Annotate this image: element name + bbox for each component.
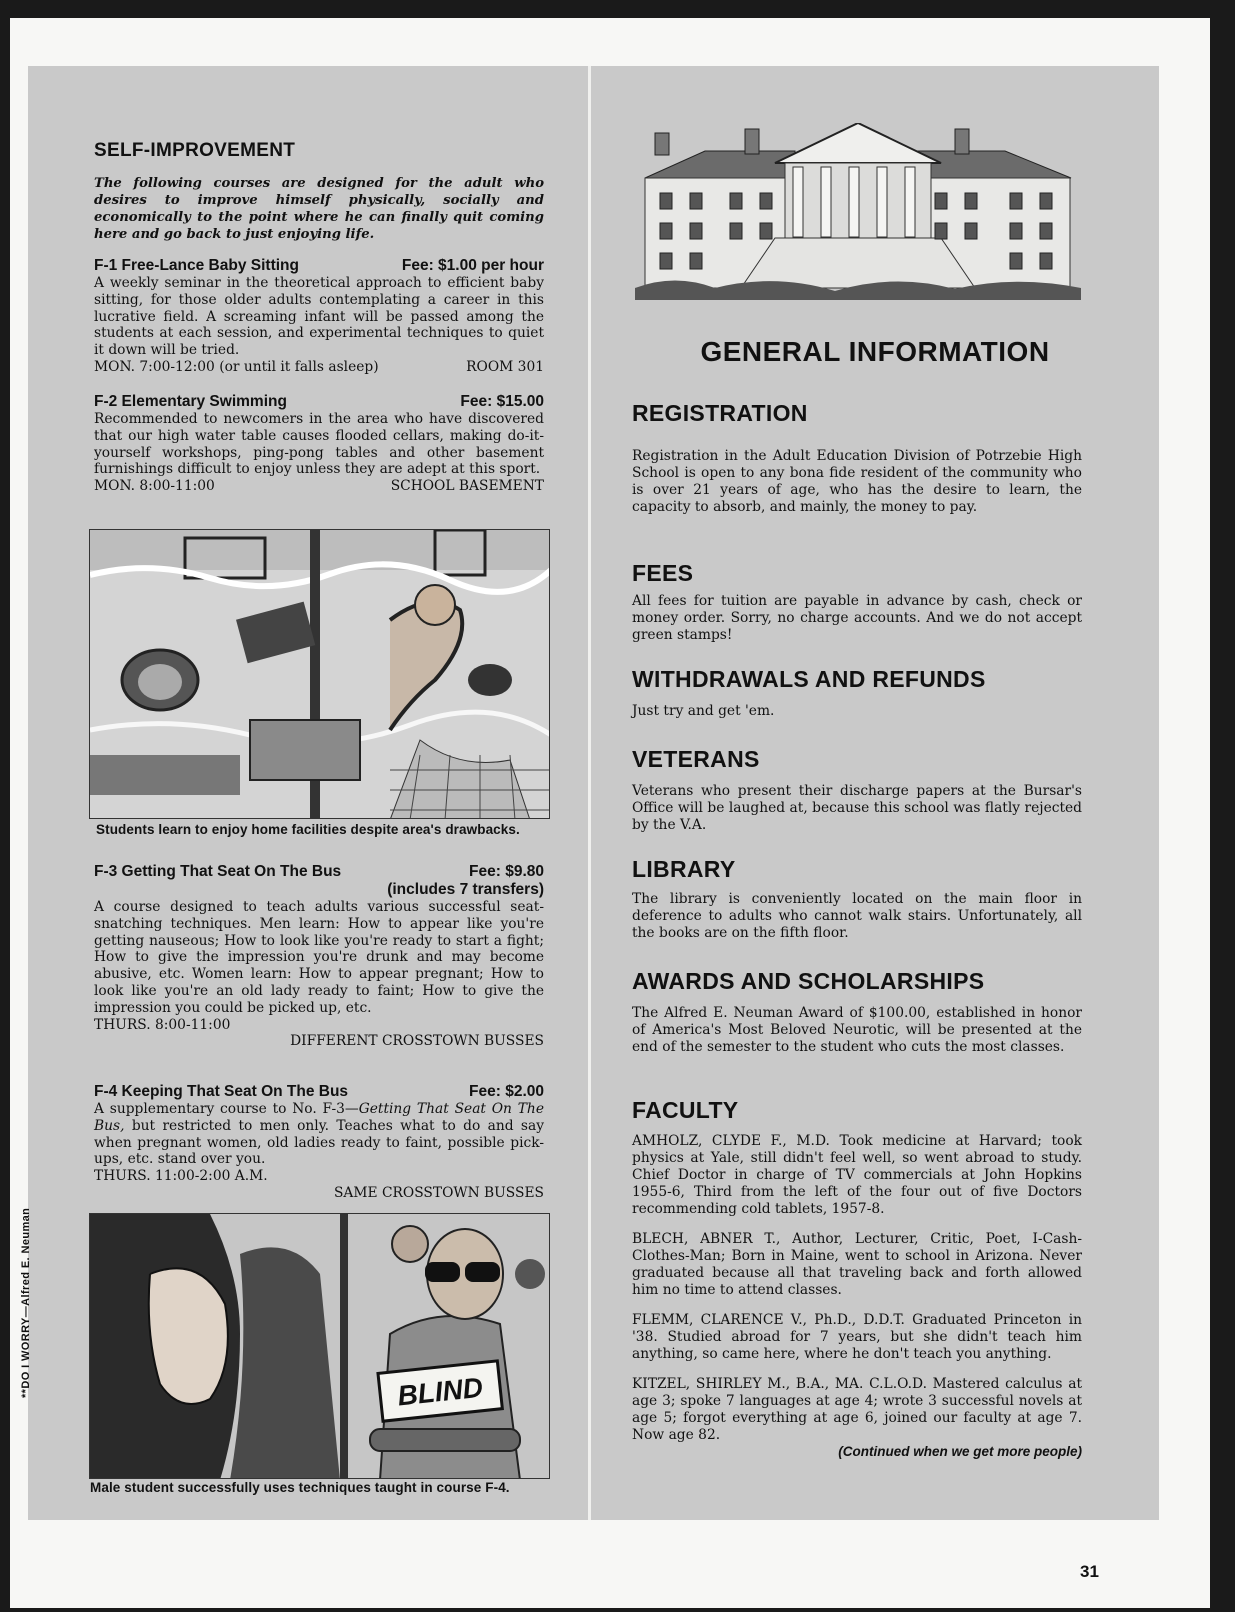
course-body: Recommended to newcomers in the area who have discovered that our high water table causes flooded cellars, making do-it-yourself workshops, ping-pong tables and other basement furnishings difficult to enjoy unless they are adept at this sport.	[94, 411, 544, 478]
veterans-section	[632, 746, 1082, 834]
course-f4	[94, 1082, 544, 1202]
course-title: F-1 Free-Lance Baby Sitting	[94, 257, 299, 274]
registration-section	[632, 400, 1082, 516]
fees-body: All fees for tuition are payable in advance by cash, check or money order. Sorry, no charge accounts. And we do not accept green stamps!	[632, 593, 1082, 643]
fees-heading: FEES	[632, 560, 694, 586]
withdrawals-body: Just try and get 'em.	[632, 703, 775, 719]
page-number: 31	[1080, 1562, 1099, 1581]
awards-body: The Alfred E. Neuman Award of $100.00, established in honor of America's Most Beloved Neurotic, will be presented at the end of the semester to the student who cuts the most classes.	[632, 1005, 1082, 1055]
faculty-heading: FACULTY	[632, 1097, 739, 1123]
blind-sign-text: BLIND	[396, 1371, 485, 1412]
course-fee: Fee: $9.80	[469, 863, 544, 880]
course-time: MON. 7:00-12:00 (or until it falls asleep)	[94, 358, 379, 375]
basement-swimming-illustration	[89, 529, 550, 819]
page-fold	[588, 66, 591, 1520]
awards-heading: AWARDS AND SCHOLARSHIPS	[632, 968, 985, 994]
continued-note: (Continued when we get more people)	[838, 1444, 1082, 1459]
course-place: ROOM 301	[466, 358, 544, 375]
section-heading-self-improvement: SELF-IMPROVEMENT	[94, 140, 296, 161]
intro-text: The following courses are designed for the adult who desires to improve himself physically, socially and economically to the point where he can finally quit coming here and go back to just enjoying life.	[94, 176, 544, 242]
library-section	[632, 856, 1082, 942]
illustration-caption-2: Male student successfully uses techniques taught in course F-4.	[90, 1480, 510, 1495]
school-building-drawing	[635, 123, 1081, 300]
withdrawals-section	[632, 666, 1082, 720]
course-time: THURS. 8:00-11:00	[94, 1016, 231, 1033]
course-body: A course designed to teach adults various successful seat-snatching techniques. Men learn: How to appear like you're getting nauseous; How to look like you're ready to start a fight; How to give the impression you're drunk and may become abusive, etc. Women learn: How to appear pregnant; How to look like you're an old lady ready to faint; How to give the impression you could be picked up, etc.	[94, 899, 544, 1016]
faculty-member: AMHOLZ, CLYDE F., M.D. Took medicine at Harvard; took physics at Yale, still didn't feel well, so went abroad to study. Chief Doctor in charge of TV commercials at John Hopkins 1955-6, Third from the left of the four out of five Doctors recommending cold tablets, 1957-8.	[632, 1133, 1082, 1217]
registration-body: Registration in the Adult Education Division of Potrzebie High School is open to any bona fide resident of the community who is over 21 years of age, who has the desire to learn, the capacity to absorb, and mainly, the money to pay.	[632, 448, 1082, 515]
course-time: MON. 8:00-11:00	[94, 478, 215, 495]
course-place: DIFFERENT CROSSTOWN BUSSES	[290, 1033, 544, 1050]
course-f3	[94, 862, 544, 1050]
library-body: The library is conveniently located on the main floor in deference to adults who cannot walk stairs. Unfortunately, all the books are on the fifth floor.	[632, 891, 1082, 941]
faculty-section	[632, 1097, 1082, 1459]
course-body: A supplementary course to No. F-3—Getting That Seat On The Bus, but restricted to men only. Teaches what to do and say when pregnant women, old ladies ready to faint, possible pick-ups, etc. stand over you.	[94, 1101, 544, 1168]
course-fee: Fee: $15.00	[460, 393, 544, 410]
basement-scene-drawing	[90, 530, 550, 819]
margin-note: **DO I WORRY—Alfred E. Neuman	[20, 1207, 32, 1398]
course-place: SAME CROSSTOWN BUSSES	[333, 1184, 544, 1201]
withdrawals-heading: WITHDRAWALS AND REFUNDS	[632, 666, 986, 692]
faculty-member: BLECH, ABNER T., Author, Lecturer, Critic, Poet, I-Cash-Clothes-Man; Born in Maine, went to school in Arizona. Never graduated because all that traveling back and forth allowed him no time to attend classes.	[632, 1231, 1082, 1298]
awards-section	[632, 968, 1082, 1056]
course-body: A weekly seminar in the theoretical approach to efficient baby sitting, for those older adults contemplating a career in this lucrative field. A screaming infant will be passed among the students at each session, and experimental techniques to quiet it down will be tried.	[94, 275, 544, 359]
course-title: F-3 Getting That Seat On The Bus	[94, 863, 342, 880]
bus-seat-illustration	[89, 1213, 550, 1479]
registration-heading: REGISTRATION	[632, 400, 808, 426]
faculty-member: KITZEL, SHIRLEY M., B.A., MA. C.L.O.D. Mastered calculus at age 3; spoke 7 languages at age 4; wrote 3 successful novels at age 5; forgot everything at age 6, joined our faculty at age 7. Now age 82.	[632, 1376, 1082, 1443]
veterans-heading: VETERANS	[632, 746, 760, 772]
course-title: F-4 Keeping That Seat On The Bus	[94, 1083, 349, 1100]
library-heading: LIBRARY	[632, 856, 736, 882]
school-building-illustration	[635, 123, 1081, 300]
general-information-title: GENERAL INFORMATION	[700, 336, 1050, 367]
course-time: THURS. 11:00-2:00 A.M.	[94, 1168, 268, 1185]
veterans-body: Veterans who present their discharge papers at the Bursar's Office will be laughed at, because this school was flatly rejected by the V.A.	[632, 783, 1082, 833]
course-place: SCHOOL BASEMENT	[390, 478, 544, 495]
illustration-caption-1: Students learn to enjoy home facilities despite area's drawbacks.	[96, 822, 520, 837]
course-f1	[94, 256, 544, 376]
faculty-member: FLEMM, CLARENCE V., Ph.D., D.D.T. Graduated Princeton in '38. Studied abroad for 7 years, but she didn't teach him anything, so came here, where he don't teach you anything.	[632, 1312, 1082, 1362]
course-fee-note: (includes 7 transfers)	[387, 881, 544, 898]
course-f2	[94, 392, 544, 495]
course-fee: Fee: $1.00 per hour	[401, 257, 544, 274]
bus-scene-drawing	[90, 1214, 550, 1479]
course-title: F-2 Elementary Swimming	[94, 393, 287, 410]
course-fee: Fee: $2.00	[469, 1083, 544, 1100]
fees-section	[632, 560, 1082, 644]
